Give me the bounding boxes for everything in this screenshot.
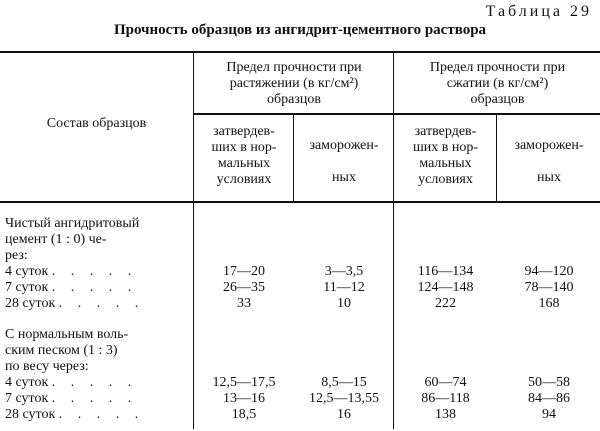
rule-sub-header (193, 113, 600, 115)
cell-tensile-normal: 33 (237, 296, 251, 311)
header-compressive-normal: затвердев- ших в нор- мальных условиях (412, 124, 479, 187)
cell-tensile-frozen: 3—3,5 (324, 264, 364, 279)
cell-tensile-normal: 12,5—17,5 (212, 375, 276, 390)
header-tensile-frozen: заморожен- ных (309, 138, 379, 185)
strength-table (0, 44, 600, 430)
cell-compressive-normal: 116—134 (417, 264, 474, 279)
header-tensile-normal: затвердев- ших в нор- мальных условиях (211, 124, 277, 187)
header-tensile: Предел прочности при растяжении (в кг/см²) образцов (226, 60, 362, 107)
cell-tensile-frozen: 16 (337, 407, 351, 422)
header-compressive-frozen: заморожен- ных (514, 138, 584, 185)
cell-compressive-normal: 138 (435, 407, 456, 422)
cell-compressive-normal: 222 (435, 296, 456, 311)
cell-tensile-normal: 17—20 (223, 264, 265, 279)
cell-compressive-frozen: 78—140 (524, 280, 574, 295)
header-composition: Состав образцов (46, 116, 147, 131)
table-title: Прочность образцов из ангидрит-цементного раствора (113, 22, 487, 38)
row-period: 4 суток . . . . . (5, 375, 138, 390)
row-period: 28 суток . . . . . (5, 407, 145, 422)
cell-tensile-normal: 13—16 (223, 391, 265, 406)
cell-compressive-frozen: 50—58 (528, 375, 570, 390)
row-period: 4 суток . . . . . (5, 264, 138, 279)
group-label-pure-cement: Чистый ангидритовый цемент (1 : 0) че- рез: (5, 216, 140, 263)
cell-compressive-frozen: 84—86 (528, 391, 570, 406)
rule-top (0, 51, 600, 53)
cell-compressive-frozen: 94—120 (524, 264, 574, 279)
header-compressive: Предел прочности при сжатии (в кг/см²) образцов (429, 60, 566, 107)
cell-tensile-frozen: 12,5—13,55 (309, 391, 379, 406)
cell-tensile-frozen: 11—12 (323, 280, 365, 295)
rule-col-1 (193, 52, 194, 429)
cell-compressive-normal: 86—118 (421, 391, 470, 406)
cell-compressive-normal: 124—148 (417, 280, 474, 295)
row-period: 7 суток . . . . . (5, 280, 138, 295)
cell-tensile-normal: 26—35 (223, 280, 265, 295)
cell-compressive-frozen: 168 (538, 296, 560, 311)
cell-compressive-normal: 60—74 (424, 375, 467, 390)
row-period: 28 суток . . . . . (5, 296, 145, 311)
row-period: 7 суток . . . . . (5, 391, 138, 406)
cell-tensile-frozen: 8,5—15 (321, 375, 367, 390)
rule-col-4 (496, 114, 497, 202)
cell-tensile-frozen: 10 (337, 296, 351, 311)
cell-tensile-normal: 18,5 (231, 407, 257, 422)
cell-compressive-frozen: 94 (542, 407, 556, 422)
rule-header-bottom (0, 201, 600, 203)
group-label-sand-mortar: С нормальным воль- ским песком (1 : 3) по весу через: (5, 327, 129, 374)
rule-col-3 (393, 52, 394, 429)
rule-col-2 (293, 114, 294, 202)
table-number: Таблица 29 (485, 3, 592, 20)
